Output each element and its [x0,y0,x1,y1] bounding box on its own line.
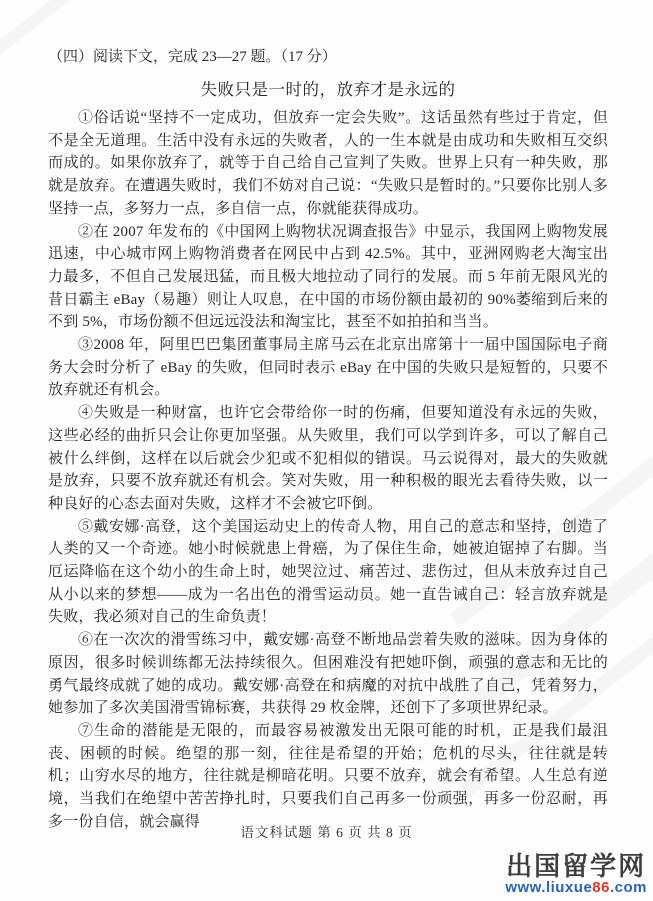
site-url-suffix: .com [609,879,647,896]
paragraph: ①俗话说“坚持不一定成功，但放弃一定会失败”。这话虽然有些过于肯定，但不是全无道理。生活中没有永远的失败者，人的一生本就是由成功和失败相互交织而成的。如果你放弃了，就等于自己给自己宣判了失败。世界上只有一种失败，那就是放弃。在遭遇失败时，我们不妨对自己说：“失败只是暂时的。”只要你比别人多坚持一点，多努力一点，多自信一点，你就能获得成功。 [48,110,608,217]
site-name: 出国留学网 [506,851,647,881]
page-footer: 语文科试题 第 6 页 共 8 页 [240,825,413,840]
section-header: （四）阅读下文，完成 23—27 题。（17 分） [48,49,337,65]
page-content [48,46,608,834]
site-watermark [505,853,647,895]
paragraph: ③2008 年，阿里巴巴集团董事局主席马云在北京出席第十一届中国国际电子商务大会时分析了 eBay 的失败，但同时表示 eBay 在中国的失败只是短暂的，只要不放弃就还有机会。 [48,337,608,399]
site-url-prefix: www.liuxue [505,879,593,896]
site-url [505,880,647,895]
paragraph: ⑦生命的潜能是无限的，而最容易被激发出无限可能的时机，正是我们最沮丧、困顿的时候。绝望的那一刻，往往是希望的开始；危机的尽头，往往就是转机；山穷水尽的地方，往往就是柳暗花明。只要不放弃，就会有希望。人生总有逆境，当我们在绝望中苦苦挣扎时，只要我们自己再多一份顽强，再多一份忍耐，再多一份自信，就会赢得 [48,722,608,830]
article-body [48,107,608,834]
paragraph: ⑤戴安娜·高登，这个美国运动史上的传奇人物，用自己的意志和坚持，创造了人类的又一个奇迹。她小时候就患上骨癌，为了保住生命，她被迫锯掉了右脚。当厄运降临在这个幼小的生命上时，她哭泣过、痛苦过、悲伤过，但从未放弃过自己从小以来的梦想——成为一名出色的滑雪运动员。她一直告诫自己：轻言放弃就是失败，我必须对自己的生命负责！ [48,518,608,626]
paragraph: ②在 2007 年发布的《中国网上购物状况调查报告》中显示，我国网上购物发展迅速，中心城市网上购物消费者在网民中占到 42.5%。其中，亚洲网购老大淘宝出力最多，不但自己发展迅猛，而且极大地拉动了同行的发展。而 5 年前无限风光的昔日霸主 eBay（易趣）则让人叹息，在中国的市场份额由最初的 90%萎缩到后来的不到 5%，市场份额不但远远没法和淘宝比，甚至不如拍拍和当当。 [48,223,608,331]
paragraph: ⑥在一次次的滑雪练习中，戴安娜·高登不断地品尝着失败的滋味。因为身体的原因，很多时候训练都无法持续很久。但困难没有把她吓倒，顽强的意志和无比的勇气最终成就了她的成功。戴安娜·高登在和病魔的对抗中战胜了自己，凭着努力，她参加了多次美国滑雪锦标赛，共获得 29 枚金牌，还创下了多项世界纪录。 [48,632,608,717]
site-url-number: 86 [592,879,610,896]
article-title: 失败只是一时的，放弃才是永远的 [200,80,456,99]
paragraph: ④失败是一种财富，也许它会带给你一时的伤痛，但要知道没有永远的失败，这些必经的曲折只会让你更加坚强。从失败里，我们可以学到许多，可以了解自己被什么绊倒，这样在以后就会少犯或不犯相似的错误。马云说得对，最大的失败就是放弃，只要不放弃就还有机会。笑对失败，用一种积极的眼光去看待失败，以一种良好的心态去面对失败，这样才不会被它吓倒。 [48,405,608,512]
